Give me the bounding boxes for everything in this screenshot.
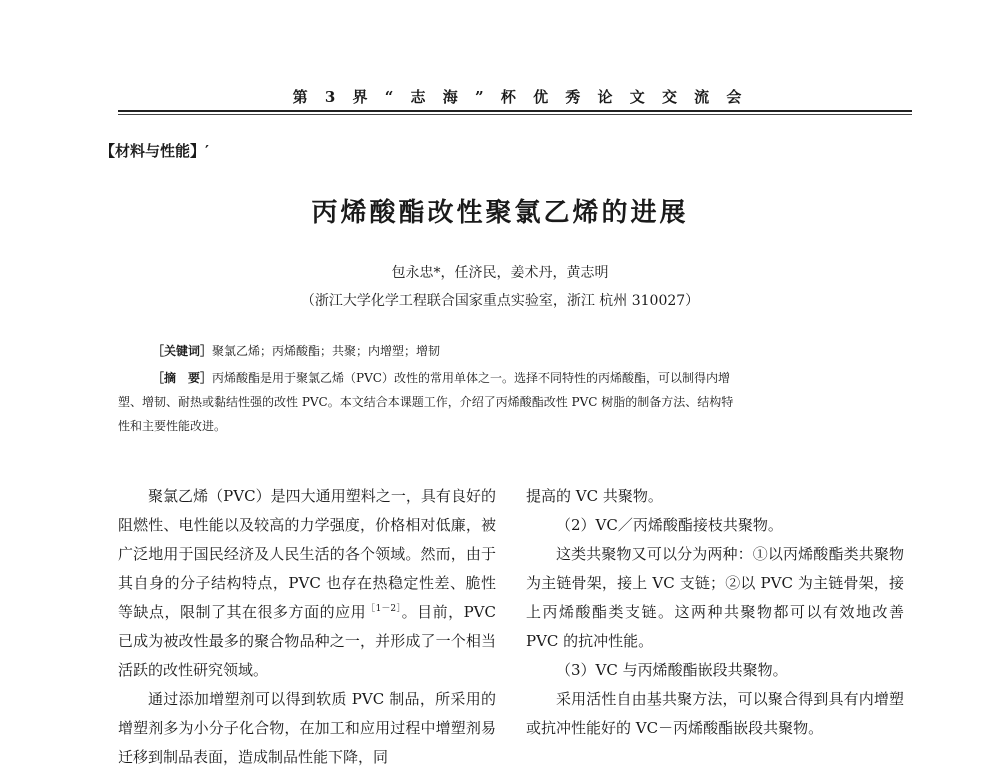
paragraph-text: 聚氯乙烯（PVC）是四大通用塑料之一，具有良好的阻燃性、电性能以及较高的力学强度，价格相对低廉，被广泛地用于国民经济及人民生活的各个领域。然而，由于其自身的分子结构特点，PVC 也存在热稳定性差、脆性等缺点，限制了其在很多方面的应用	[118, 487, 496, 621]
body-column-right	[526, 482, 904, 743]
paragraph	[118, 482, 496, 685]
list-heading: （2）VC／丙烯酸酯接枝共聚物。	[556, 516, 783, 534]
body-column-left	[118, 482, 496, 772]
keywords	[152, 342, 440, 359]
citation-ref: ［1－2］	[366, 604, 402, 614]
abstract-label: ［摘 要］	[152, 371, 213, 385]
paragraph: 提高的 VC 共聚物。	[526, 487, 663, 505]
header-rule	[118, 110, 912, 112]
running-header: 第 3 界 “ 志 海 ” 杯 优 秀 论 文 交 流 会	[292, 88, 748, 106]
abstract-line-3: 性和主要性能改进。	[118, 419, 227, 433]
paragraph: 采用活性自由基共聚方法，可以聚合得到具有内增塑或抗冲性能好的 VC－丙烯酸酯嵌段共聚物。	[526, 690, 904, 737]
keywords-text: 聚氯乙烯；丙烯酸酯；共聚；内增塑；增韧	[212, 344, 441, 358]
abstract-line-1-text: 丙烯酸酯是用于聚氯乙烯（PVC）改性的常用单体之一。选择不同特性的丙烯酸酯，可以制得内增	[212, 371, 730, 385]
list-heading: （3）VC 与丙烯酸酯嵌段共聚物。	[556, 661, 788, 679]
article-title: 丙烯酸酯改性聚氯乙烯的进展	[311, 198, 689, 228]
article-authors: 包永忠*，任济民，姜术丹，黄志明	[391, 265, 609, 281]
section-tag: 【材料与性能】′	[100, 142, 209, 160]
abstract-line-1	[118, 366, 894, 390]
paragraph: 这类共聚物又可以分为两种：①以丙烯酸酯类共聚物为主链骨架，接上 VC 支链；②以 PVC 为主链骨架，接上丙烯酸酯类支链。这两种共聚物都可以有效地改善 PVC 的抗冲性能。	[526, 545, 904, 650]
abstract-line-2: 塑、增韧、耐热或黏结性强的改性 PVC。本文结合本课题工作，介绍了丙烯酸酯改性 PVC 树脂的制备方法、结构特	[118, 395, 734, 409]
header-rule-thin	[118, 114, 912, 115]
keywords-label: ［关键词］	[152, 344, 213, 358]
paragraph-text: 。目前，PVC 已成为被改性最多的聚合物品种之一，并形成了一个相当活跃的改性研究领域。	[118, 603, 496, 679]
article-affiliation: （浙江大学化学工程联合国家重点实验室，浙江 杭州 310027）	[300, 293, 700, 309]
abstract	[118, 366, 894, 438]
paragraph: 通过添加增塑剂可以得到软质 PVC 制品，所采用的增塑剂多为小分子化合物，在加工和应用过程中增塑剂易迁移到制品表面，造成制品性能下降，同	[118, 690, 496, 766]
